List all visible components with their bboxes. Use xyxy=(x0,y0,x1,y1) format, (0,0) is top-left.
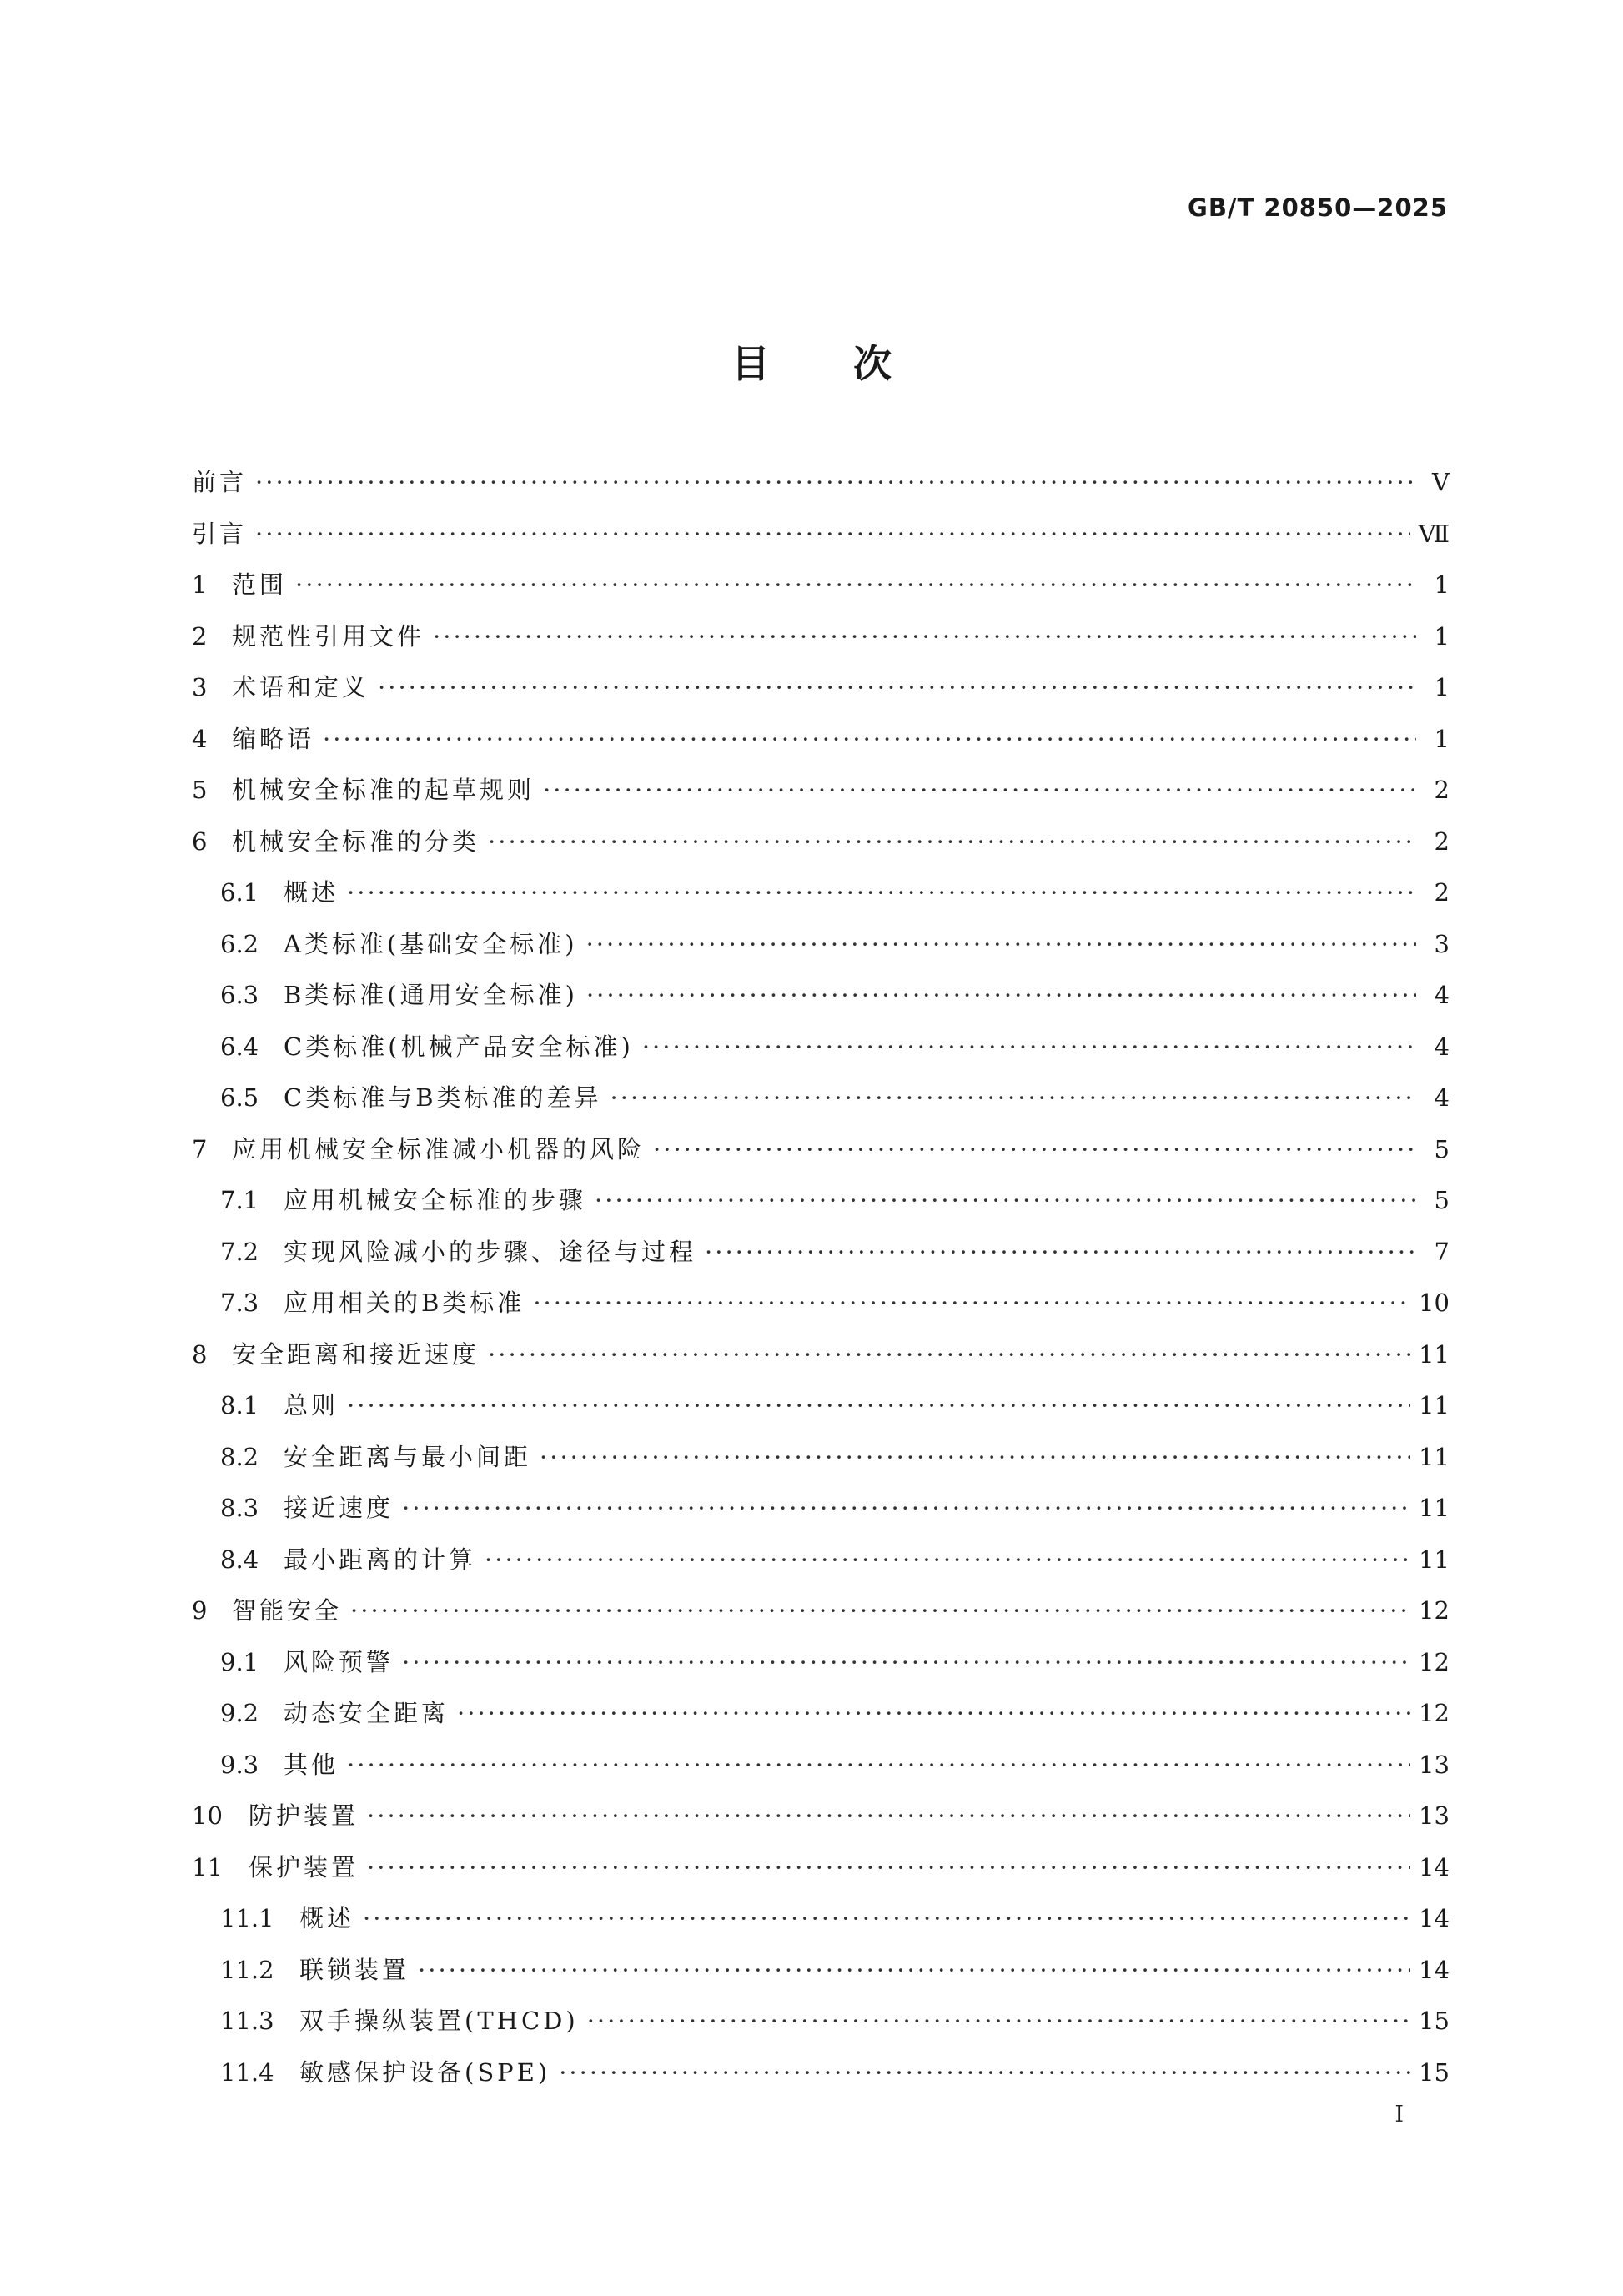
toc-leader-dots xyxy=(559,2056,1410,2089)
toc-entry-page: 14 xyxy=(1419,1852,1450,1882)
toc-entry-page: Ⅶ xyxy=(1418,519,1450,548)
toc-leader-dots xyxy=(543,773,1416,806)
toc-entry-page: 4 xyxy=(1434,1083,1450,1112)
toc-entry-6-5[interactable] xyxy=(192,1081,1450,1133)
toc-entry-text: 双手操纵装置(THCD) xyxy=(299,2007,579,2035)
toc-entry-text: 敏感保护设备(SPE) xyxy=(299,2057,551,2087)
toc-entry-number: 8 xyxy=(192,1339,208,1369)
toc-entry-3[interactable] xyxy=(192,671,1450,722)
toc-leader-dots xyxy=(642,1030,1416,1063)
toc-entry-number: 8.2 xyxy=(220,1442,259,1471)
toc-entry-text: 前言 xyxy=(192,468,248,496)
toc-entry-number: 11 xyxy=(192,1852,223,1882)
toc-entry-6-3[interactable] xyxy=(192,978,1450,1030)
toc-entry-8-2[interactable] xyxy=(192,1440,1450,1492)
toc-leader-dots xyxy=(323,722,1416,756)
toc-leader-dots xyxy=(350,1594,1410,1627)
toc-entry-page: 15 xyxy=(1419,2007,1450,2035)
toc-entry-number: 4 xyxy=(192,724,208,753)
toc-entry-8-3[interactable] xyxy=(192,1491,1450,1543)
toc-entry-text: 防护装置 xyxy=(249,1801,359,1830)
toc-entry-text: 概述 xyxy=(299,1904,355,1932)
toc-entry-page: Ⅴ xyxy=(1432,468,1450,496)
toc-entry-text: 总则 xyxy=(284,1391,339,1419)
toc-entry-number: 5 xyxy=(192,776,208,804)
toc-entry-text: 应用机械安全标准的步骤 xyxy=(284,1186,587,1214)
toc-entry-page: 11 xyxy=(1419,1339,1450,1369)
toc-entry-text: 实现风险减小的步骤、途径与过程 xyxy=(284,1237,697,1266)
toc-entry-number: 6.5 xyxy=(220,1083,259,1112)
toc-entry-number: 9.1 xyxy=(220,1647,259,1676)
toc-entry-11-4[interactable] xyxy=(192,2056,1450,2108)
toc-entry-1[interactable] xyxy=(192,568,1450,620)
toc-entry-4[interactable] xyxy=(192,722,1450,774)
toc-entry-text: 智能安全 xyxy=(232,1596,343,1625)
toc-entry-text: 动态安全距离 xyxy=(284,1699,450,1727)
toc-entry-page: 2 xyxy=(1434,826,1450,856)
toc-entry-number: 8.3 xyxy=(220,1494,259,1522)
toc-leader-dots xyxy=(485,1543,1410,1576)
toc-entry-introduction[interactable] xyxy=(192,517,1450,569)
toc-entry-number: 7.3 xyxy=(220,1289,259,1317)
toc-entry-page: 11 xyxy=(1419,1545,1450,1574)
toc-entry-number: 6.3 xyxy=(220,981,259,1009)
toc-leader-dots xyxy=(586,927,1416,961)
toc-entry-5[interactable] xyxy=(192,773,1450,825)
toc-entry-text: 联锁装置 xyxy=(299,1955,410,1984)
toc-entry-number: 11.2 xyxy=(220,1955,274,1984)
toc-entry-page: 1 xyxy=(1434,724,1450,753)
toc-entry-number: 8.4 xyxy=(220,1545,259,1574)
toc-entry-page: 15 xyxy=(1419,2057,1450,2087)
toc-leader-dots xyxy=(295,568,1416,601)
toc-leader-dots xyxy=(402,1645,1410,1679)
toc-leader-dots xyxy=(418,1953,1410,1987)
toc-entry-page: 4 xyxy=(1434,1032,1450,1061)
toc-entry-11[interactable] xyxy=(192,1851,1450,1902)
toc-entry-number: 11.4 xyxy=(220,2057,274,2087)
toc-entry-page: 11 xyxy=(1419,1391,1450,1419)
toc-entry-text: 缩略语 xyxy=(232,724,315,753)
toc-entry-2[interactable] xyxy=(192,620,1450,671)
toc-entry-text: 最小距离的计算 xyxy=(284,1545,477,1574)
toc-leader-dots xyxy=(533,1286,1410,1319)
toc-entry-10[interactable] xyxy=(192,1799,1450,1851)
toc-entry-8-1[interactable] xyxy=(192,1389,1450,1440)
toc-entry-8-4[interactable] xyxy=(192,1543,1450,1595)
toc-entry-number: 7 xyxy=(192,1134,208,1163)
toc-entry-page: 1 xyxy=(1434,673,1450,701)
toc-entry-page: 14 xyxy=(1419,1904,1450,1932)
toc-leader-dots xyxy=(347,1748,1410,1781)
toc-entry-11-2[interactable] xyxy=(192,1953,1450,2005)
toc-entry-text: C类标准与B类标准的差异 xyxy=(284,1083,602,1112)
toc-leader-dots xyxy=(367,1851,1410,1884)
toc-entry-page: 5 xyxy=(1434,1186,1450,1214)
toc-entry-number: 10 xyxy=(192,1801,223,1830)
toc-leader-dots xyxy=(363,1902,1410,1935)
toc-leader-dots xyxy=(378,671,1416,704)
toc-entry-number: 7.1 xyxy=(220,1186,259,1214)
toc-entry-text: 引言 xyxy=(192,519,248,548)
toc-entry-number: 8.1 xyxy=(220,1391,259,1419)
toc-leader-dots xyxy=(488,1338,1410,1371)
toc-entry-page: 3 xyxy=(1434,929,1450,958)
toc-entry-foreword[interactable] xyxy=(192,465,1450,517)
toc-entry-6[interactable] xyxy=(192,825,1450,877)
toc-entry-page: 2 xyxy=(1434,878,1450,907)
toc-entry-text: C类标准(机械产品安全标准) xyxy=(284,1032,634,1061)
toc-list xyxy=(192,465,1450,2107)
toc-entry-page: 12 xyxy=(1419,1699,1450,1727)
toc-entry-page: 13 xyxy=(1419,1801,1450,1830)
toc-entry-text: 机械安全标准的起草规则 xyxy=(232,776,535,804)
toc-entry-text: 接近速度 xyxy=(284,1494,394,1522)
toc-entry-page: 14 xyxy=(1419,1955,1450,1984)
toc-entry-8[interactable] xyxy=(192,1338,1450,1389)
toc-entry-number: 1 xyxy=(192,570,208,599)
toc-title: 目次 xyxy=(731,341,975,386)
toc-entry-number: 9.3 xyxy=(220,1750,259,1779)
toc-entry-11-1[interactable] xyxy=(192,1902,1450,1953)
toc-entry-page: 12 xyxy=(1419,1647,1450,1676)
toc-entry-text: 术语和定义 xyxy=(232,673,370,701)
toc-entry-6-1[interactable] xyxy=(192,876,1450,927)
toc-entry-page: 11 xyxy=(1419,1442,1450,1471)
toc-entry-text: 保护装置 xyxy=(249,1852,359,1882)
toc-entry-page: 13 xyxy=(1419,1750,1450,1779)
toc-entry-7-1[interactable] xyxy=(192,1183,1450,1235)
toc-leader-dots xyxy=(255,465,1416,499)
toc-leader-dots xyxy=(433,620,1416,653)
toc-leader-dots xyxy=(653,1133,1416,1166)
toc-entry-text: 概述 xyxy=(284,878,339,907)
toc-entry-number: 11.3 xyxy=(220,2007,274,2035)
toc-leader-dots xyxy=(540,1440,1410,1474)
toc-entry-7[interactable] xyxy=(192,1133,1450,1184)
toc-leader-dots xyxy=(347,1389,1410,1422)
toc-leader-dots xyxy=(488,825,1416,858)
toc-leader-dots xyxy=(611,1081,1416,1114)
toc-entry-page: 1 xyxy=(1434,570,1450,599)
toc-entry-number: 9 xyxy=(192,1596,208,1625)
toc-entry-page: 4 xyxy=(1434,981,1450,1009)
toc-entry-6-4[interactable] xyxy=(192,1030,1450,1082)
toc-entry-page: 11 xyxy=(1419,1494,1450,1522)
toc-entry-text: 安全距离和接近速度 xyxy=(232,1339,480,1369)
toc-entry-number: 6.2 xyxy=(220,929,259,958)
toc-entry-number: 6.4 xyxy=(220,1032,259,1061)
toc-entry-9-1[interactable] xyxy=(192,1645,1450,1697)
toc-entry-9[interactable] xyxy=(192,1594,1450,1645)
toc-entry-page: 12 xyxy=(1419,1596,1450,1625)
toc-leader-dots xyxy=(457,1696,1410,1730)
toc-entry-number: 3 xyxy=(192,673,208,701)
toc-leader-dots xyxy=(705,1235,1416,1269)
toc-entry-number: 6.1 xyxy=(220,878,259,907)
toc-entry-number: 7.2 xyxy=(220,1237,259,1266)
page-number: I xyxy=(1394,2102,1404,2128)
toc-entry-11-3[interactable] xyxy=(192,2004,1450,2056)
toc-entry-number: 11.1 xyxy=(220,1904,274,1932)
toc-entry-number: 2 xyxy=(192,621,208,651)
toc-entry-9-2[interactable] xyxy=(192,1696,1450,1748)
toc-entry-page: 2 xyxy=(1434,776,1450,804)
toc-leader-dots xyxy=(402,1491,1410,1525)
toc-leader-dots xyxy=(367,1799,1410,1832)
toc-entry-page: 1 xyxy=(1434,621,1450,651)
toc-entry-page: 5 xyxy=(1434,1134,1450,1163)
toc-entry-text: 风险预警 xyxy=(284,1647,394,1676)
toc-entry-number: 6 xyxy=(192,826,208,856)
toc-entry-text: 安全距离与最小间距 xyxy=(284,1442,532,1471)
toc-entry-7-3[interactable] xyxy=(192,1286,1450,1338)
toc-entry-text: 应用相关的B类标准 xyxy=(284,1289,525,1317)
toc-entry-9-3[interactable] xyxy=(192,1748,1450,1800)
toc-entry-number: 9.2 xyxy=(220,1699,259,1727)
toc-entry-page: 10 xyxy=(1419,1289,1450,1317)
toc-entry-text: 应用机械安全标准减小机器的风险 xyxy=(232,1134,646,1163)
toc-entry-text: B类标准(通用安全标准) xyxy=(284,981,578,1009)
toc-entry-7-2[interactable] xyxy=(192,1235,1450,1287)
toc-leader-dots xyxy=(587,2004,1410,2037)
toc-entry-text: A类标准(基础安全标准) xyxy=(284,929,578,958)
toc-leader-dots xyxy=(255,517,1410,550)
toc-entry-text: 范围 xyxy=(232,570,288,599)
toc-entry-6-2[interactable] xyxy=(192,927,1450,979)
toc-entry-text: 其他 xyxy=(284,1750,339,1779)
toc-leader-dots xyxy=(595,1183,1416,1217)
toc-entry-text: 机械安全标准的分类 xyxy=(232,826,480,856)
toc-entry-page: 7 xyxy=(1434,1237,1450,1266)
toc-entry-text: 规范性引用文件 xyxy=(232,621,425,651)
toc-leader-dots xyxy=(347,876,1416,909)
toc-leader-dots xyxy=(586,978,1416,1012)
standard-number: GB/T 20850—2025 xyxy=(1188,193,1448,222)
